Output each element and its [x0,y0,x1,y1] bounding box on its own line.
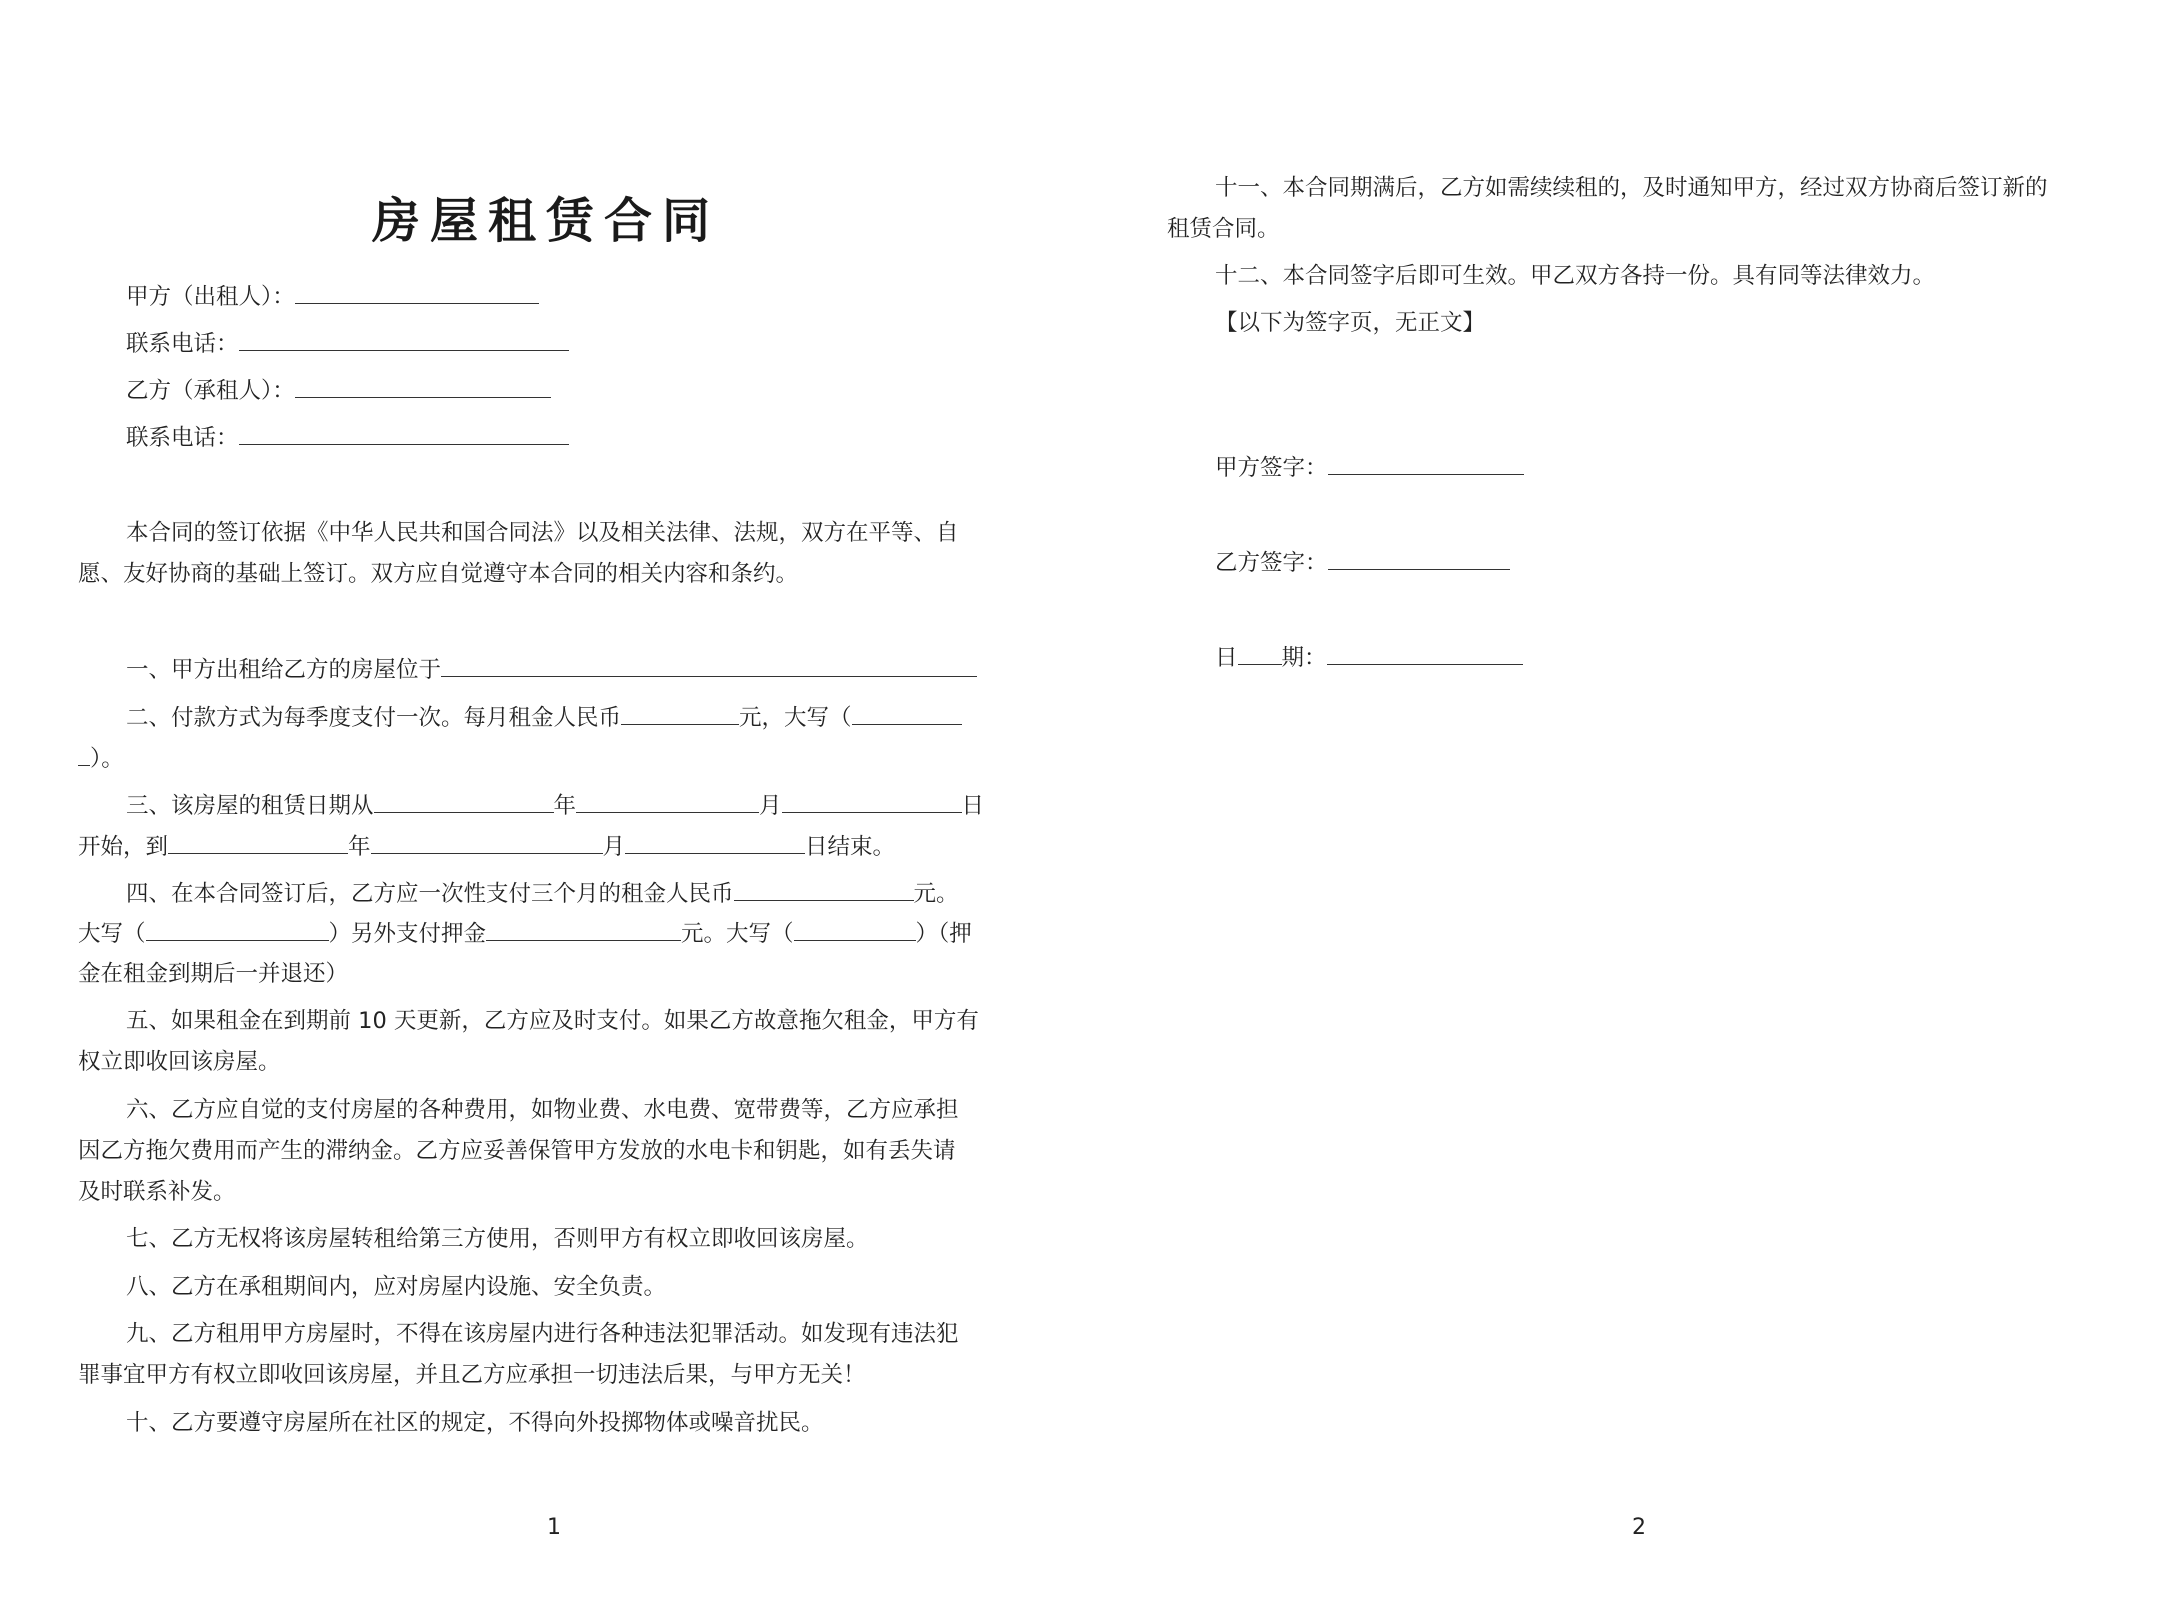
clause-11-line-2: 租赁合同。 [1167,216,1280,242]
clause-10: 十、乙方要遵守房屋所在社区的规定，不得向外投掷物体或噪音扰民。 [126,1410,824,1436]
clause-6-line-2: 因乙方拖欠费用而产生的滞纳金。乙方应妥善保管甲方发放的水电卡和钥匙，如有丢失请 [78,1138,956,1164]
clause-3-end-day-blank [625,831,805,854]
document-title: 房屋租赁合同 [372,193,721,249]
clause-6-line-3: 及时联系补发。 [78,1179,236,1205]
clause-4-text-4: ）（押 [915,921,972,947]
clause-3-month-2: 月 [602,834,626,860]
date-blank [1327,642,1523,665]
party-b-label: 乙方（承租人）： [126,378,295,404]
clause-8: 八、乙方在承租期间内，应对房屋内设施、安全负责。 [126,1274,667,1300]
date-row [1215,642,1523,673]
clause-4-line-1 [126,878,959,909]
clause-3-year-2: 年 [348,834,371,860]
clause-5-line-1: 五、如果租金在到期前 10 天更新，乙方应及时支付。如果乙方故意拖欠租金，甲方有 [126,1008,979,1034]
clause-2-text-2: 元，大写（ [739,705,852,731]
intro-line-2: 愿、友好协商的基础上签订。双方应自觉遵守本合同的相关内容和条约。 [78,561,799,587]
clause-3-start-month-blank [576,790,759,813]
clause-4-yuan: 元。 [913,881,959,907]
clause-5-line-2: 权立即收回该房屋。 [78,1049,281,1075]
clause-11-line-1: 十一、本合同期满后，乙方如需续续租的，及时通知甲方，经过双方协商后签订新的 [1215,175,2048,201]
intro-line-1: 本合同的签订依据《中华人民共和国合同法》以及相关法律、法规，双方在平等、自 [126,520,959,546]
party-b-phone-row [126,422,569,453]
date-label-gap [1238,642,1282,665]
clause-9-line-2: 罪事宜甲方有权立即收回该房屋，并且乙方应承担一切违法后果，与甲方无关！ [78,1362,866,1388]
date-label-2: 期： [1281,645,1327,671]
clause-2-daxie-blank [852,702,962,725]
clause-3-text-2: 开始，到 [78,834,169,860]
clause-4-deposit-blank [486,918,681,941]
clause-4-text-3: 元。大写（ [681,921,794,947]
clause-4-daxie-blank [146,918,329,941]
party-a-signature-blank [1328,452,1524,475]
clause-9-line-1: 九、乙方租用甲方房屋时，不得在该房屋内进行各种违法犯罪活动。如发现有违法犯 [126,1321,959,1347]
party-a-signature-row [1215,452,1524,483]
clause-4-line-2 [78,918,972,949]
clause-3-start-year-blank [374,790,554,813]
clause-3-end-month-blank [371,831,603,854]
contract-page-2 [1080,0,2160,1620]
party-a-signature-label: 甲方签字： [1215,455,1328,481]
clause-3-end-year-blank [168,831,348,854]
clause-3-end: 日结束。 [805,834,896,860]
clause-7: 七、乙方无权将该房屋转租给第三方使用，否则甲方有权立即收回该房屋。 [126,1226,869,1252]
party-a-row [126,281,539,312]
signature-page-note: 【以下为签字页，无正文】 [1215,310,1486,336]
clause-2-text-1: 二、付款方式为每季度支付一次。每月租金人民币 [126,705,622,731]
party-a-phone-blank [239,328,569,351]
clause-3-month-1: 月 [759,793,782,819]
clause-2-daxie-blank-cont [78,743,90,766]
clause-4-line-3: 金在租金到期后一并退还） [78,961,349,987]
clause-2-line-1 [126,702,962,733]
clause-2-text-3: ）。 [90,746,124,772]
clause-6-line-1: 六、乙方应自觉的支付房屋的各种费用，如物业费、水电费、宽带费等，乙方应承担 [126,1097,959,1123]
page-number-2: 2 [1632,1515,1646,1540]
clause-4-text-1: 四、在本合同签订后，乙方应一次性支付三个月的租金人民币 [126,881,734,907]
clause-3-line-2 [78,831,895,862]
party-b-signature-row [1215,547,1510,578]
clause-3-text-1: 三、该房屋的租赁日期从 [126,793,374,819]
party-a-label: 甲方（出租人）： [126,284,295,310]
clause-3-line-1 [126,790,984,821]
clause-1 [126,654,977,685]
clause-12: 十二、本合同签字后即可生效。甲乙双方各持一份。具有同等法律效力。 [1215,263,1936,289]
clause-3-year-1: 年 [553,793,577,819]
party-b-signature-label: 乙方签字： [1215,550,1328,576]
clause-3-day-1: 日 [961,793,985,819]
clause-1-address-blank [441,654,977,677]
clause-2-line-2 [78,743,124,774]
clause-1-text: 一、甲方出租给乙方的房屋位于 [126,657,442,683]
clause-4-deposit-daxie-blank [794,918,916,941]
party-a-phone-label: 联系电话： [126,331,239,357]
clause-2-rent-blank [621,702,739,725]
party-a-name-blank [295,281,539,304]
clause-4-text-2: ）另外支付押金 [328,921,487,947]
clause-4-daxie: 大写（ [78,921,146,947]
party-a-phone-row [126,328,569,359]
party-b-row [126,375,551,406]
party-b-phone-label: 联系电话： [126,425,239,451]
date-label-1: 日 [1215,645,1238,671]
page-number-1: 1 [547,1515,561,1540]
party-b-name-blank [295,375,551,398]
party-b-signature-blank [1328,547,1510,570]
clause-3-start-day-blank [782,790,962,813]
party-b-phone-blank [239,422,569,445]
clause-4-rent-blank [734,878,914,901]
